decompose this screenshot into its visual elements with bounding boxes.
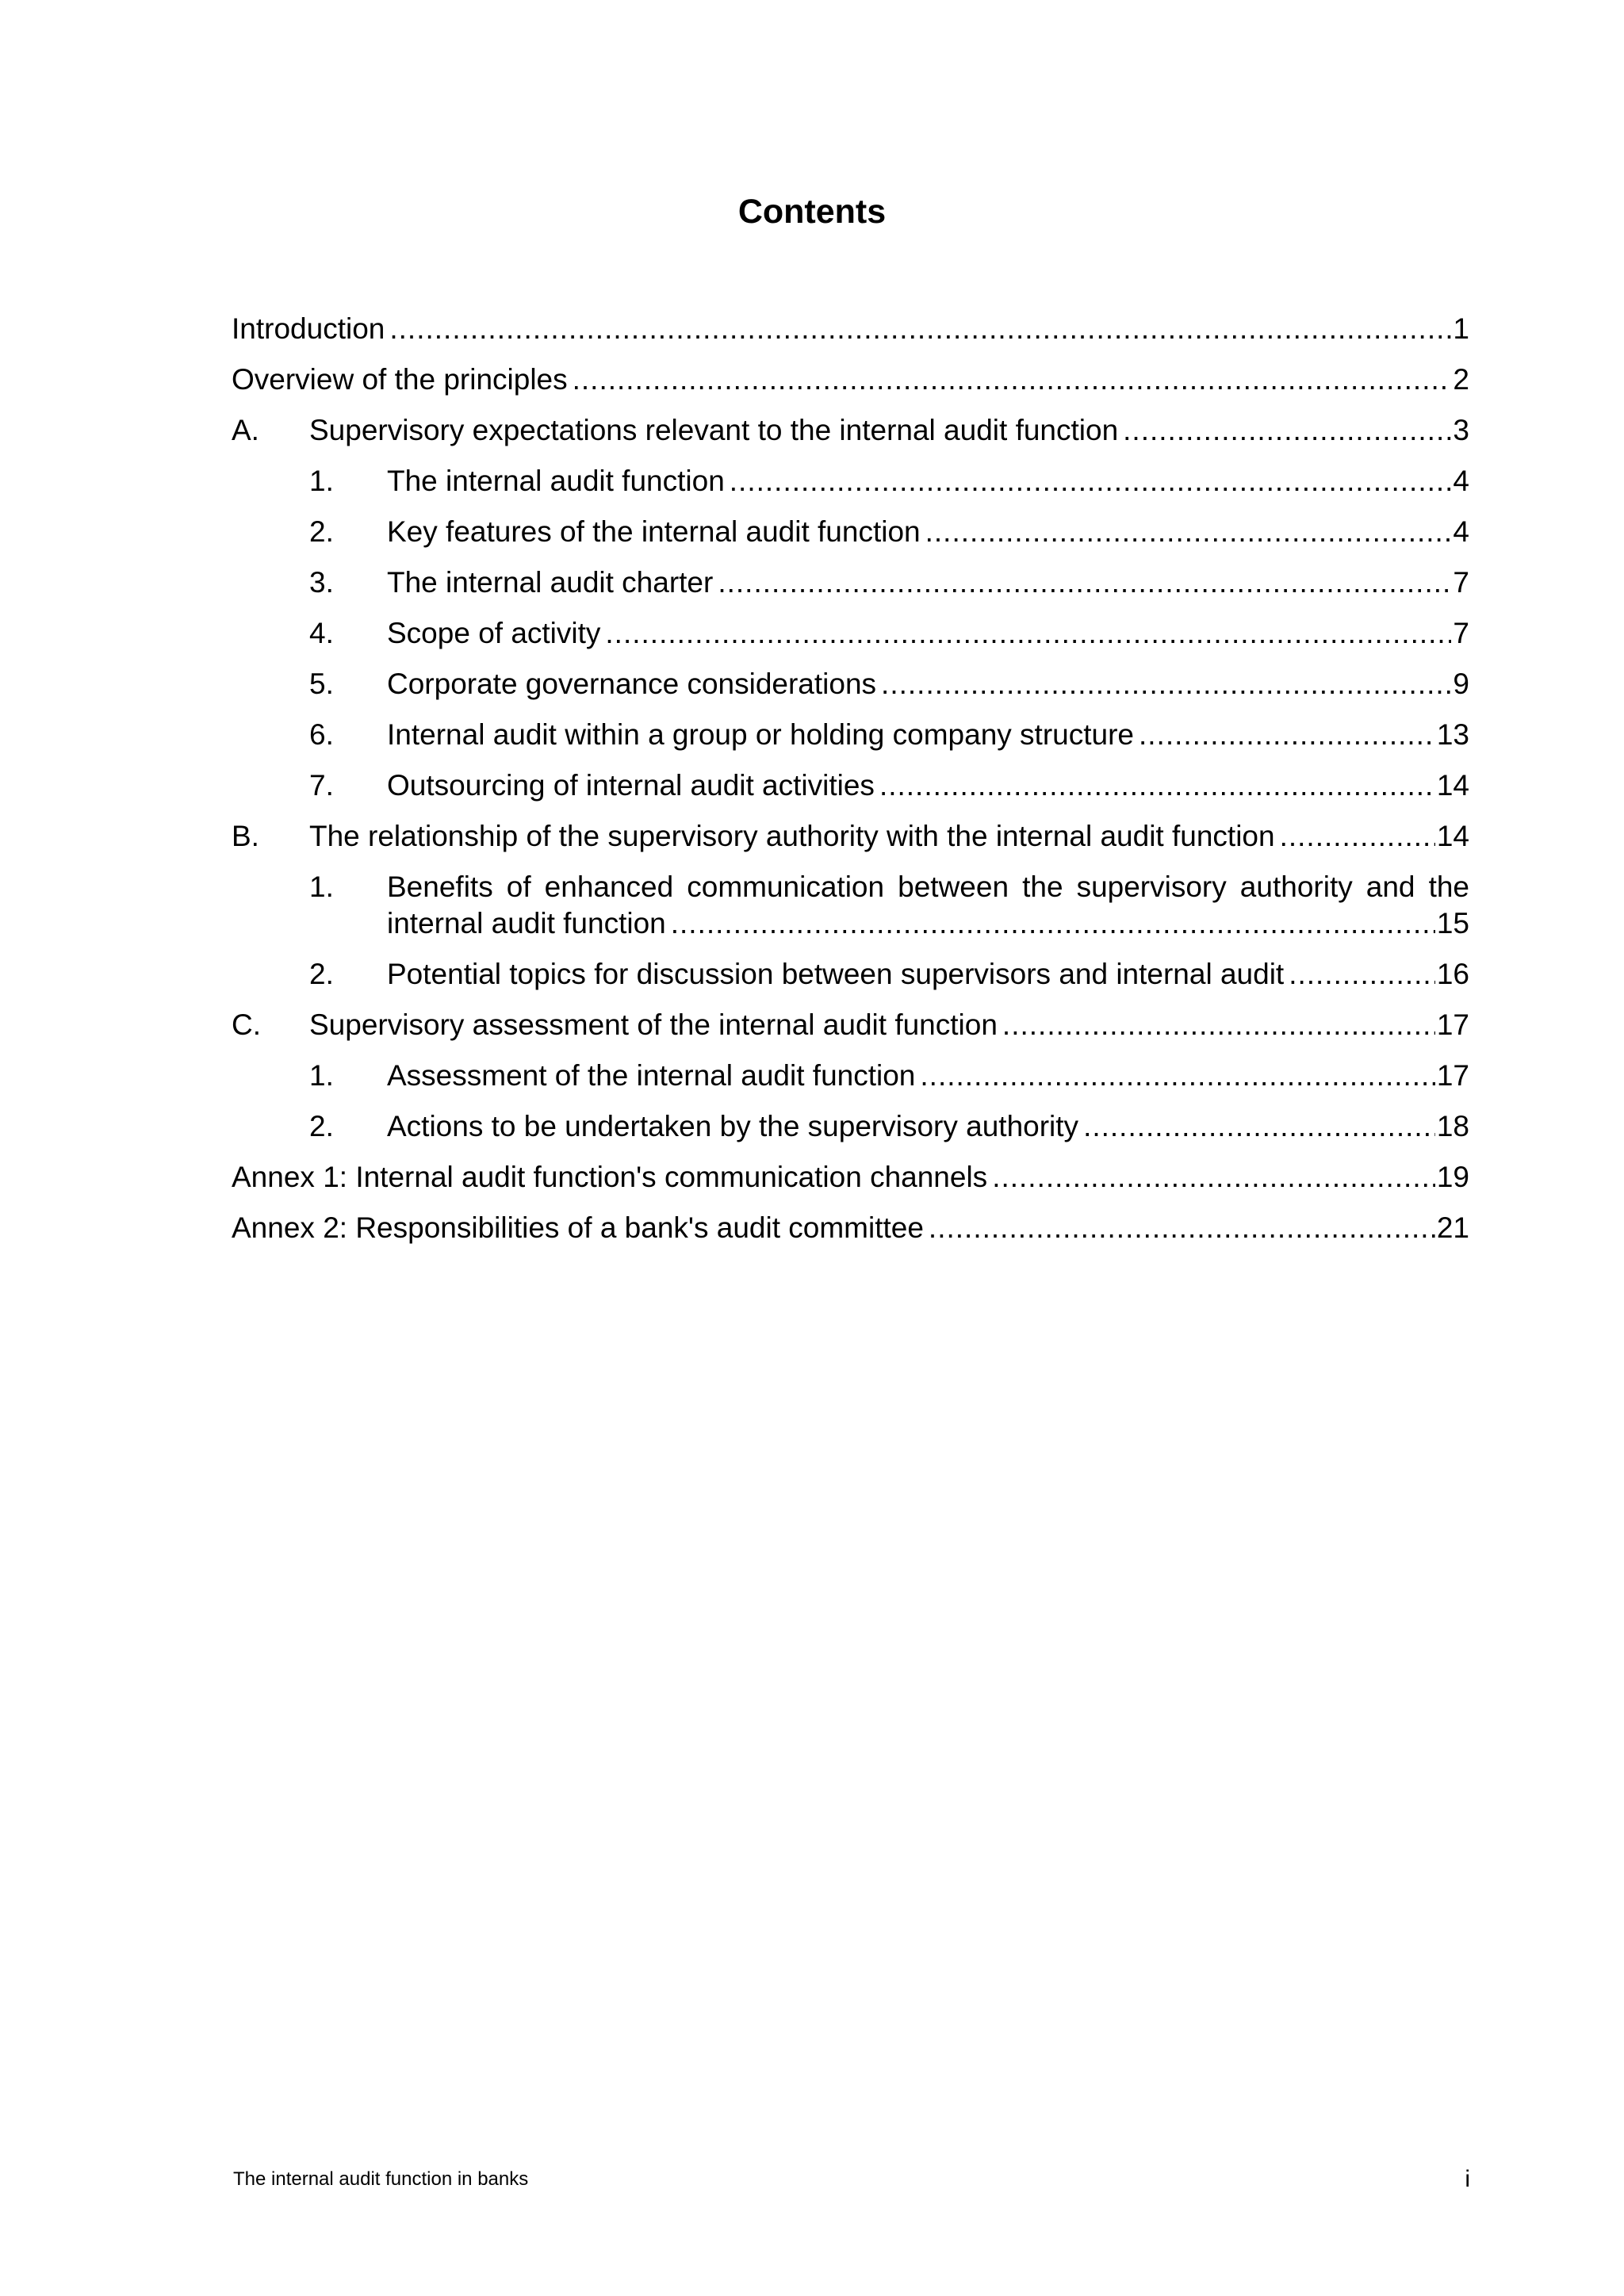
toc-entry-title: The relationship of the supervisory authority with the internal audit function — [309, 820, 1275, 852]
toc-entry-a6[interactable] — [232, 717, 1469, 753]
toc-leader-dots — [1280, 818, 1435, 855]
toc-entry-number: 7. — [309, 769, 334, 802]
toc-leader-dots — [879, 767, 1435, 804]
toc-entry-title: Internal audit within a group or holding company structure — [387, 718, 1134, 751]
toc-page-number: 2 — [1453, 363, 1469, 396]
toc-entry-section-a[interactable] — [232, 412, 1469, 449]
toc-page-number: 7 — [1453, 566, 1469, 599]
toc-entry-title-line2: internal audit function — [387, 907, 666, 939]
toc-entry-a1[interactable] — [232, 463, 1469, 499]
toc-entry-section-b[interactable] — [232, 818, 1469, 855]
toc-leader-dots — [1123, 412, 1451, 449]
toc-leader-dots — [573, 362, 1452, 398]
footer-document-title: The internal audit function in banks — [233, 2168, 529, 2190]
toc-entry-number: A. — [232, 414, 259, 446]
toc-entry-number: 2. — [309, 958, 334, 990]
toc-entry-c1[interactable] — [232, 1058, 1469, 1094]
toc-page-number: 7 — [1453, 617, 1469, 649]
toc-leader-dots — [929, 1210, 1435, 1246]
toc-entry-number: 1. — [309, 1059, 334, 1092]
toc-leader-dots — [881, 666, 1451, 702]
toc-entry-introduction[interactable] — [232, 311, 1469, 347]
table-of-contents — [232, 311, 1469, 1261]
toc-page-number: 14 — [1436, 769, 1469, 802]
toc-leader-dots — [1289, 956, 1435, 993]
toc-entry-number: 3. — [309, 566, 334, 599]
toc-leader-dots — [605, 615, 1451, 652]
toc-entry-overview[interactable] — [232, 362, 1469, 398]
toc-page-number: 15 — [1436, 907, 1469, 939]
toc-leader-dots — [920, 1058, 1434, 1094]
toc-entry-annex-2[interactable] — [232, 1210, 1469, 1246]
toc-entry-annex-1[interactable] — [232, 1159, 1469, 1196]
toc-page-number: 17 — [1436, 1008, 1469, 1041]
toc-page-number: 21 — [1436, 1211, 1469, 1244]
toc-page-number: 1 — [1453, 312, 1469, 345]
toc-leader-dots — [1002, 1007, 1435, 1043]
toc-entry-c2[interactable] — [232, 1108, 1469, 1145]
toc-entry-number: 2. — [309, 1110, 334, 1142]
toc-entry-a2[interactable] — [232, 514, 1469, 550]
footer-page-number: i — [1465, 2166, 1470, 2192]
toc-leader-dots — [992, 1159, 1435, 1196]
toc-page-number: 16 — [1436, 958, 1469, 990]
toc-page-number: 19 — [1436, 1161, 1469, 1193]
toc-entry-b2[interactable] — [232, 956, 1469, 993]
toc-entry-title: Assessment of the internal audit function — [387, 1059, 916, 1092]
toc-entry-title: Key features of the internal audit function — [387, 515, 921, 548]
toc-page-number: 14 — [1436, 820, 1469, 852]
toc-entry-number: B. — [232, 820, 259, 852]
toc-entry-a5[interactable] — [232, 666, 1469, 702]
page-title: Contents — [737, 193, 887, 231]
toc-page-number: 9 — [1453, 668, 1469, 700]
toc-entry-number: 6. — [309, 718, 334, 751]
toc-page-number: 3 — [1453, 414, 1469, 446]
toc-entry-title: Annex 2: Responsibilities of a bank's audit committee — [232, 1211, 924, 1244]
toc-entry-number: 1. — [309, 465, 334, 497]
toc-page-number: 18 — [1436, 1110, 1469, 1142]
toc-entry-title: Actions to be undertaken by the supervisory authority — [387, 1110, 1079, 1142]
toc-entry-title: Outsourcing of internal audit activities — [387, 769, 875, 802]
toc-leader-dots — [925, 514, 1452, 550]
toc-entry-title: The internal audit charter — [387, 566, 714, 599]
toc-entry-number: 2. — [309, 515, 334, 548]
toc-entry-title: Scope of activity — [387, 617, 601, 649]
toc-entry-title: Supervisory expectations relevant to the internal audit function — [309, 414, 1119, 446]
toc-entry-title: Overview of the principles — [232, 363, 568, 396]
toc-entry-a4[interactable] — [232, 615, 1469, 652]
toc-entry-b1[interactable] — [232, 869, 1469, 942]
toc-entry-section-c[interactable] — [232, 1007, 1469, 1043]
toc-leader-dots — [671, 905, 1435, 942]
toc-page-number: 4 — [1453, 465, 1469, 497]
toc-leader-dots — [1083, 1108, 1435, 1145]
toc-page-number: 13 — [1436, 718, 1469, 751]
toc-entry-a3[interactable] — [232, 564, 1469, 601]
toc-leader-dots — [1139, 717, 1435, 753]
toc-entry-a7[interactable] — [232, 767, 1469, 804]
toc-entry-title: The internal audit function — [387, 465, 725, 497]
toc-entry-number: 4. — [309, 617, 334, 649]
toc-entry-title: Supervisory assessment of the internal audit function — [309, 1008, 998, 1041]
toc-entry-number: C. — [232, 1008, 261, 1041]
toc-page-number: 17 — [1436, 1059, 1469, 1092]
toc-entry-number: 1. — [309, 871, 334, 903]
toc-entry-number: 5. — [309, 668, 334, 700]
toc-entry-title: Potential topics for discussion between supervisors and internal audit — [387, 958, 1285, 990]
toc-entry-title: Introduction — [232, 312, 385, 345]
toc-page-number: 4 — [1453, 515, 1469, 548]
toc-leader-dots — [389, 311, 1451, 347]
toc-entry-title-line1: Benefits of enhanced communication between the supervisory authority and the — [387, 871, 1469, 903]
toc-leader-dots — [730, 463, 1452, 499]
toc-entry-title: Corporate governance considerations — [387, 668, 877, 700]
toc-leader-dots — [718, 564, 1451, 601]
toc-entry-title: Annex 1: Internal audit function's communication channels — [232, 1161, 988, 1193]
